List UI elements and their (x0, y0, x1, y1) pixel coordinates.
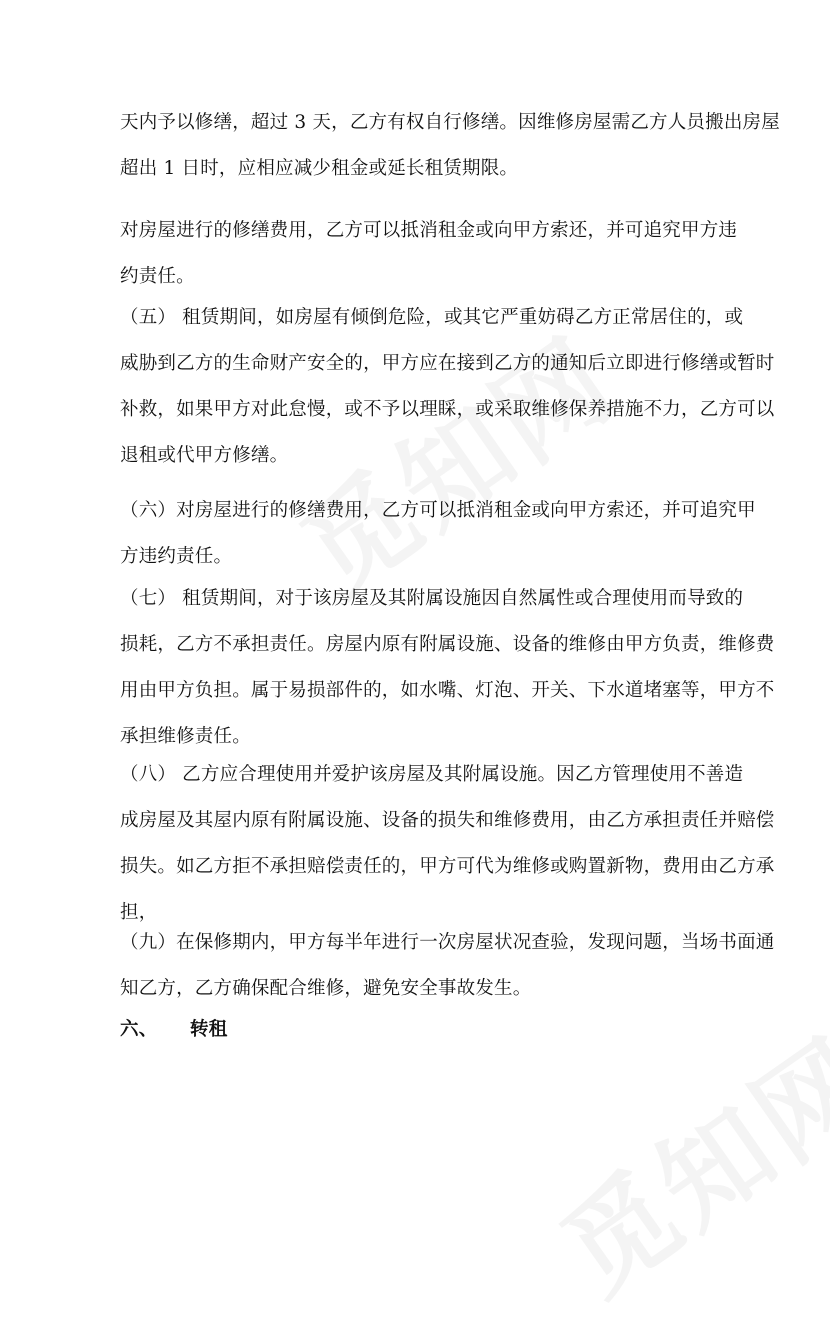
section-title: 转租 (190, 1019, 228, 1040)
section-heading-sublease (120, 1007, 720, 1053)
paragraph-clause-5 (120, 295, 775, 479)
text-line: 退租或代甲方修缮。 (120, 445, 289, 466)
text-line: 损失。如乙方拒不承担赔偿责任的，甲方可代为维修或购置新物，费用由乙方承 (120, 856, 775, 877)
text-line: 约责任。 (120, 266, 195, 287)
text-line: 方违约责任。 (120, 546, 233, 567)
text-line: （九）在保修期内，甲方每半年进行一次房屋状况查验，发现问题，当场书面通 (120, 932, 775, 953)
paragraph-repair-deadline (120, 100, 780, 192)
paragraph-clause-6 (120, 488, 756, 580)
text-line: 成房屋及其屋内原有附属设施、设备的损失和维修费用，由乙方承担责任并赔偿 (120, 810, 775, 831)
text-line: 承担维修责任。 (120, 726, 251, 747)
text-line: 对房屋进行的修缮费用，乙方可以抵消租金或向甲方索还，并可追究甲方违 (120, 220, 738, 241)
paragraph-repair-costs (120, 208, 738, 300)
text-line: （七） 租赁期间，对于该房屋及其附属设施因自然属性或合理使用而导致的 (120, 588, 744, 609)
text-line: 知乙方，乙方确保配合维修，避免安全事故发生。 (120, 978, 532, 999)
text-line: 损耗，乙方不承担责任。房屋内原有附属设施、设备的维修由甲方负责，维修费 (120, 634, 775, 655)
paragraph-clause-8 (120, 752, 775, 936)
text-line: （五） 租赁期间，如房屋有倾倒危险，或其它严重妨碍乙方正常居住的，或 (120, 307, 744, 328)
text-line: 威胁到乙方的生命财产安全的，甲方应在接到乙方的通知后立即进行修缮或暂时 (120, 353, 775, 374)
text-line: 天内予以修缮，超过 3 天，乙方有权自行修缮。因维修房屋需乙方人员搬出房屋 (120, 112, 780, 133)
text-line: 超出 1 日时，应相应减少租金或延长租赁期限。 (120, 158, 519, 179)
text-line: 用由甲方负担。属于易损部件的，如水嘴、灯泡、开关、下水道堵塞等，甲方不 (120, 680, 775, 701)
section-number: 六、 (120, 1019, 158, 1040)
section-heading (120, 1007, 720, 1053)
paragraph-clause-7 (120, 576, 775, 760)
text-line: （八） 乙方应合理使用并爱护该房屋及其附属设施。因乙方管理使用不善造 (120, 764, 744, 785)
text-line: （六）对房屋进行的修缮费用，乙方可以抵消租金或向甲方索还，并可追究甲 (120, 500, 756, 521)
text-line: 担， (120, 902, 158, 923)
text-line: 补救，如果甲方对此怠慢，或不予以理睬，或采取维修保养措施不力，乙方可以 (120, 399, 775, 420)
paragraph-clause-9 (120, 920, 775, 1012)
